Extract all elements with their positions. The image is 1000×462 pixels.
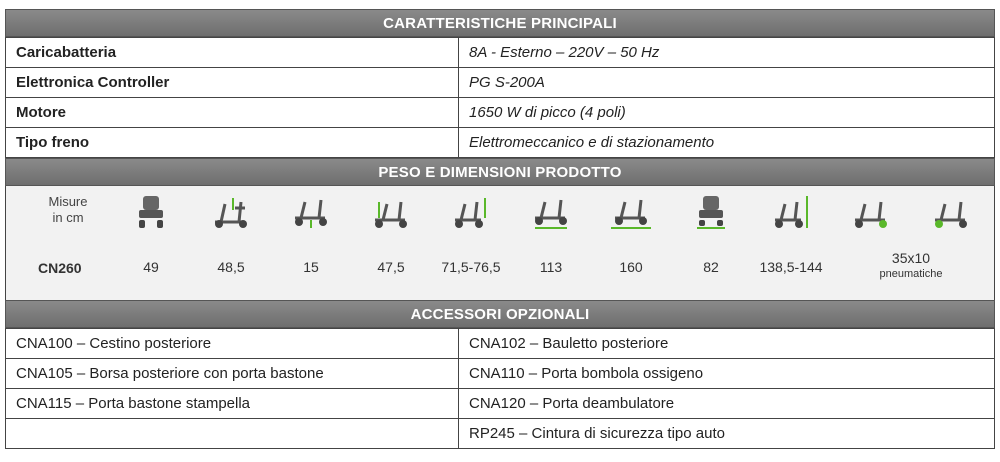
- armrest-height-icon: [451, 194, 491, 230]
- seat-front-icon: [131, 194, 171, 230]
- front-wheel-icon: [851, 194, 891, 230]
- spec-label: Caricabatteria: [6, 38, 459, 68]
- spec-value: Elettromeccanico e di stazionamento: [459, 128, 995, 158]
- dim-value: 48,5: [217, 259, 245, 275]
- total-length-icon: [611, 194, 651, 230]
- spec-label: Tipo freno: [6, 128, 459, 158]
- table-row: [6, 389, 995, 419]
- spec-value: 8A - Esterno – 220V – 50 Hz: [459, 38, 995, 68]
- spec-value: 1650 W di picco (4 poli): [459, 98, 995, 128]
- dim-value: 15: [303, 259, 319, 275]
- table-row: [6, 98, 995, 128]
- total-height-icon: [771, 194, 811, 230]
- measure-label: [38, 194, 98, 226]
- front-width-icon: [691, 194, 731, 230]
- dim-value: 47,5: [377, 259, 405, 275]
- dim-value: 160: [619, 259, 643, 275]
- table-row: [6, 419, 995, 449]
- dimensions-panel: [5, 186, 995, 300]
- table-row: [6, 68, 995, 98]
- spec-label: Motore: [6, 98, 459, 128]
- main-features-header: CARATTERISTICHE PRINCIPALI: [5, 9, 995, 37]
- accessory-item: CNA100 – Cestino posteriore: [6, 329, 459, 359]
- measure-label-line2: in cm: [52, 210, 84, 225]
- dim-value: 49: [143, 259, 159, 275]
- specs-table: [5, 37, 995, 158]
- accessory-item: CNA102 – Bauletto posteriore: [459, 329, 995, 359]
- seat-height-icon: [371, 194, 411, 230]
- accessory-item: [6, 419, 459, 449]
- dim-value: 82: [703, 259, 719, 275]
- table-row: [6, 38, 995, 68]
- measure-label-line1: Misure: [48, 194, 88, 209]
- table-row: [6, 359, 995, 389]
- table-row: [6, 329, 995, 359]
- rear-wheel-icon: [931, 194, 971, 230]
- accessory-item: CNA120 – Porta deambulatore: [459, 389, 995, 419]
- ground-clearance-icon: [291, 194, 331, 230]
- spec-value: PG S-200A: [459, 68, 995, 98]
- table-row: [6, 128, 995, 158]
- model-name: CN260: [38, 260, 82, 276]
- seat-width-icon: [211, 194, 251, 230]
- dimensions-header: PESO E DIMENSIONI PRODOTTO: [5, 158, 995, 186]
- accessory-item: CNA115 – Porta bastone stampella: [6, 389, 459, 419]
- accessory-item: CNA105 – Borsa posteriore con porta bastone: [6, 359, 459, 389]
- accessories-table: [5, 328, 995, 449]
- spec-sheet: [5, 9, 995, 449]
- length-icon: [531, 194, 571, 230]
- dim-value: 71,5-76,5: [441, 259, 501, 275]
- wheel-type-label: pneumatiche: [879, 268, 943, 280]
- spec-label: Elettronica Controller: [6, 68, 459, 98]
- dim-value: 138,5-144: [759, 259, 823, 275]
- accessory-item: RP245 – Cintura di sicurezza tipo auto: [459, 419, 995, 449]
- wheel-size-value: 35x10: [891, 250, 931, 266]
- accessories-header: ACCESSORI OPZIONALI: [5, 300, 995, 328]
- accessory-item: CNA110 – Porta bombola ossigeno: [459, 359, 995, 389]
- dim-value: 113: [539, 259, 563, 275]
